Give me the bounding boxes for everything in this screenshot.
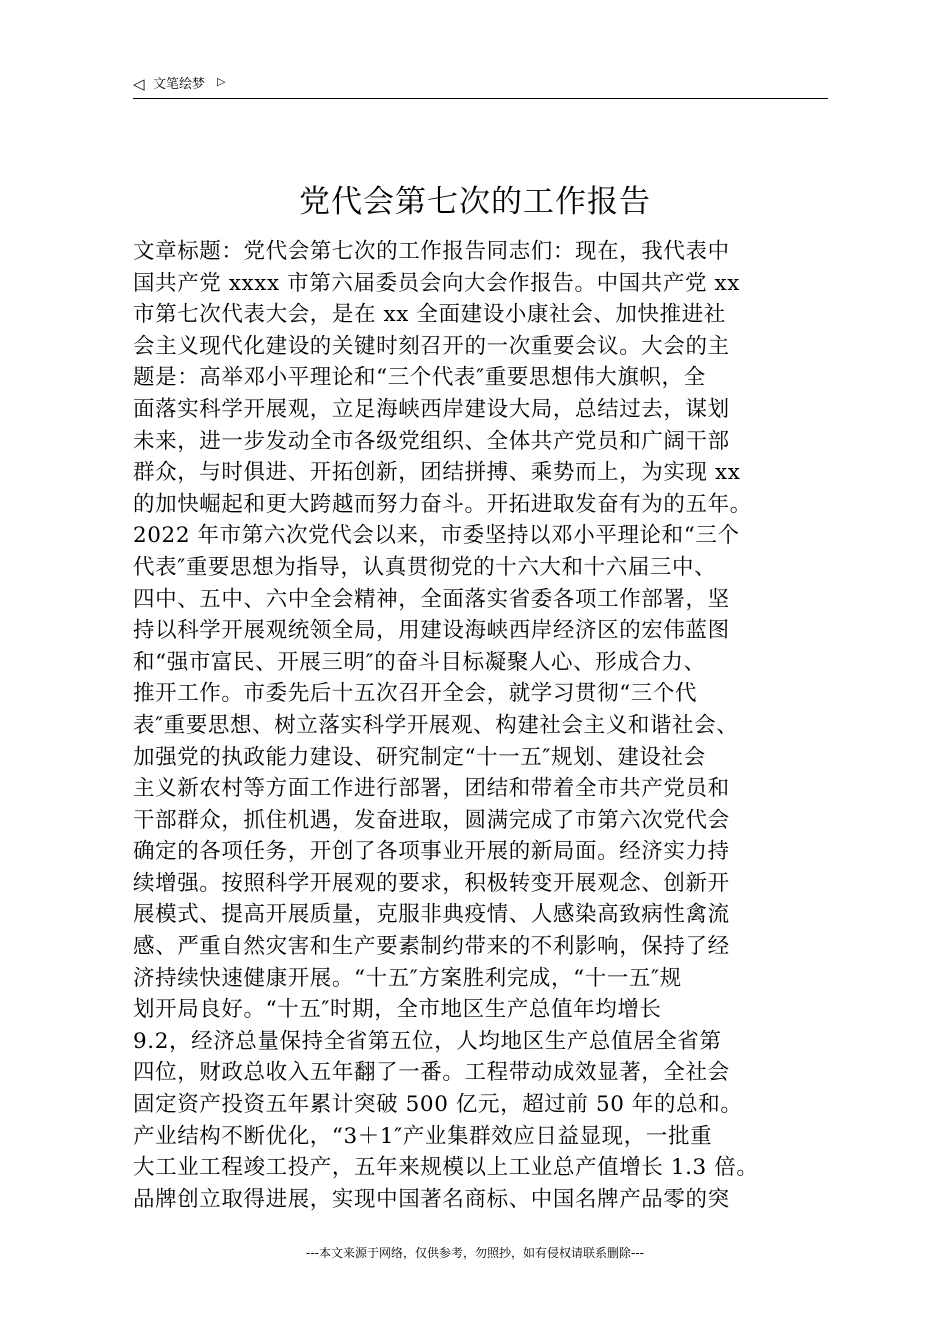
body-line: 四位，财政总收入五年翻了一番。工程带动成效显著，全社会 bbox=[133, 1060, 730, 1086]
body-line: 固定资产投资五年累计突破 500 亿元，超过前 50 年的总和。 bbox=[133, 1092, 743, 1118]
body-line: 感、严重自然灾害和生产要素制约带来的不利影响，保持了经 bbox=[133, 934, 730, 960]
body-line: 市第七次代表大会，是在 xx 全面建设小康社会、加快推进社 bbox=[133, 302, 726, 328]
triangle-left-icon: ◁ bbox=[133, 75, 145, 93]
body-line: 推开工作。市委先后十五次召开全会，就学习贯彻“三个代 bbox=[133, 681, 698, 707]
body-line: 题是：高举邓小平理论和“三个代表″重要思想伟大旗帜，全 bbox=[133, 365, 706, 391]
body-line: 四中、五中、六中全会精神，全面落实省委各项工作部署，坚 bbox=[133, 586, 730, 612]
body-line: 的加快崛起和更大跨越而努力奋斗。开拓进取发奋有为的五年。 bbox=[133, 491, 752, 517]
body-line: 大工业工程竣工投产，五年来规模以上工业总产值增长 1.3 倍。 bbox=[133, 1155, 759, 1181]
header-brand: 文笔绘梦 bbox=[153, 77, 206, 92]
body-line: 济持续快速健康开展。“十五″方案胜利完成，“十一五″规 bbox=[133, 965, 682, 991]
footer-notice: ---本文来源于网络，仅供参考，勿照抄，如有侵权请联系删除--- bbox=[306, 1246, 644, 1260]
body-line: 展模式、提高开展质量，克服非典疫情、人感染高致病性禽流 bbox=[133, 902, 730, 928]
body-line: 干部群众，抓住机遇，发奋进取，圆满完成了市第六次党代会 bbox=[133, 807, 730, 833]
body-line: 和“强市富民、开展三明″的奋斗目标凝聚人心、形成合力、 bbox=[133, 649, 706, 675]
body-line: 群众，与时俱进、开拓创新，团结拼搏、乘势而上，为实现 xx bbox=[133, 460, 741, 486]
body-line: 持以科学开展观统领全局，用建设海峡西岸经济区的宏伟蓝图 bbox=[133, 618, 730, 644]
triangle-right-icon: ▷ bbox=[217, 75, 226, 88]
body-line: 面落实科学开展观，立足海峡西岸建设大局，总结过去，谋划 bbox=[133, 396, 730, 422]
body-line: 会主义现代化建设的关键时刻召开的一次重要会议。大会的主 bbox=[133, 333, 730, 359]
body-line: 确定的各项任务，开创了各项事业开展的新局面。经济实力持 bbox=[133, 839, 730, 865]
body-line: 划开局良好。“十五″时期，全市地区生产总值年均增长 bbox=[133, 997, 662, 1023]
body-line: 表″重要思想、树立落实科学开展观、构建社会主义和谐社会、 bbox=[133, 712, 739, 738]
body-line: 续增强。按照科学开展观的要求，积极转变开展观念、创新开 bbox=[133, 870, 730, 896]
body-line: 2022 年市第六次党代会以来，市委坚持以邓小平理论和“三个 bbox=[133, 523, 740, 549]
document-title: 党代会第七次的工作报告 bbox=[299, 184, 651, 220]
document-body bbox=[133, 236, 833, 1215]
body-line: 加强党的执政能力建设、研究制定“十一五″规划、建设社会 bbox=[133, 744, 706, 770]
page-header bbox=[133, 72, 828, 99]
body-line: 国共产党 xxxx 市第六届委员会向大会作报告。中国共产党 xx bbox=[133, 270, 740, 296]
body-line: 产业结构不断优化，“3＋1″产业集群效应日益显现，一批重 bbox=[133, 1123, 713, 1149]
body-line: 品牌创立取得进展，实现中国著名商标、中国名牌产品零的突 bbox=[133, 1186, 730, 1212]
body-line: 未来，进一步发动全市各级党组织、全体共产党员和广阔干部 bbox=[133, 428, 730, 454]
body-line: 代表″重要思想为指导，认真贯彻党的十六大和十六届三中、 bbox=[133, 554, 717, 580]
body-line: 9.2，经济总量保持全省第五位，人均地区生产总值居全省第 bbox=[133, 1028, 722, 1054]
body-line: 文章标题：党代会第七次的工作报告同志们：现在，我代表中 bbox=[133, 239, 730, 264]
body-line: 主义新农村等方面工作进行部署，团结和带着全市共产党员和 bbox=[133, 776, 730, 802]
